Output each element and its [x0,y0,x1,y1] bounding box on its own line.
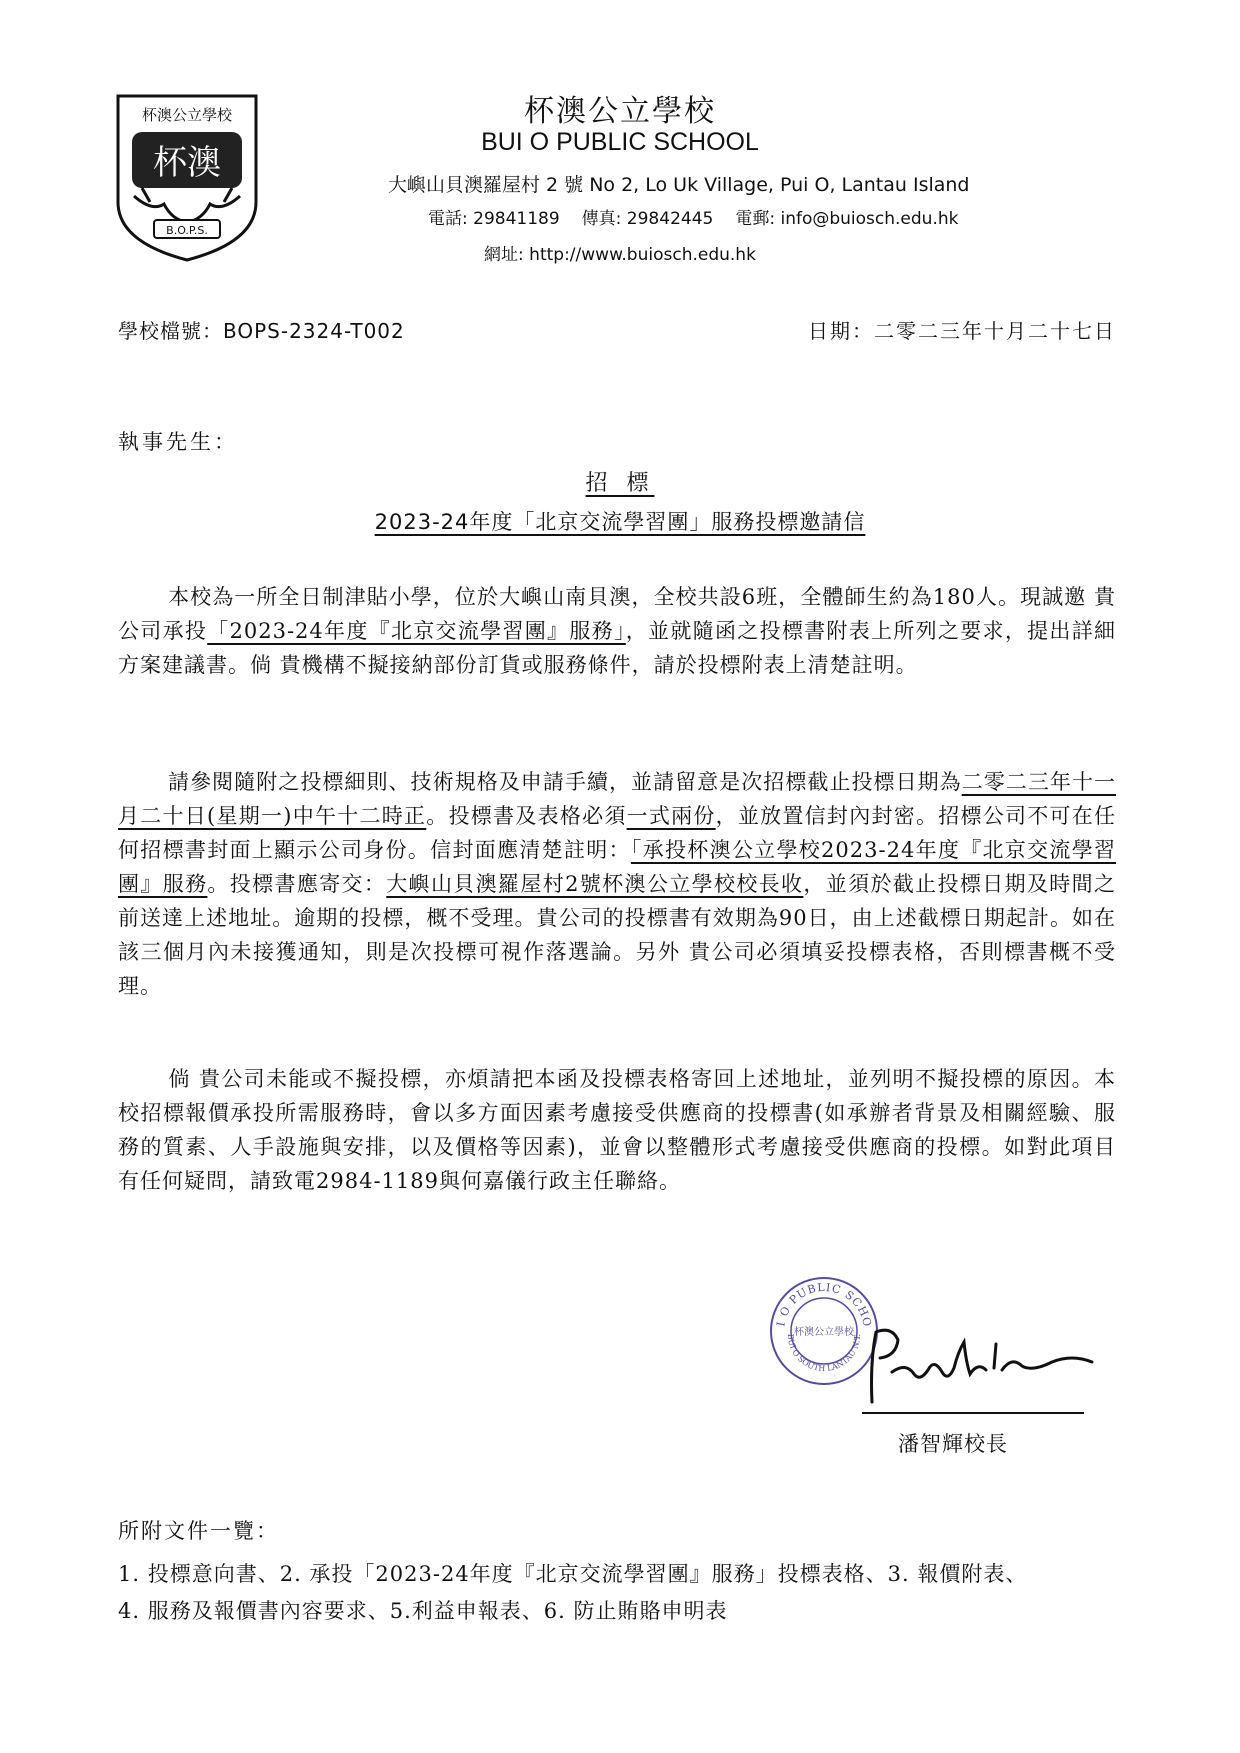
attachments-list [118,1556,1128,1630]
delivery-address-text: 大嶼山貝澳羅屋村2號杯澳公立學校校長收 [386,872,804,896]
attachment-line-1: 1. 投標意向書、2. 承投「2023-24年度『北京交流學習團』服務」投標表格、3. 報價附表、 [118,1562,1028,1586]
attachments-title: 所附文件一覽： [118,1519,279,1543]
stamp-lower-text: BUI O SOUTH LANTAU N.T. [785,1333,863,1374]
crest-top-text: 杯澳公立學校 [141,106,233,124]
p3-text: 倘 貴公司未能或不擬投標，亦煩請把本函及投標表格寄回上述地址，並列明不擬投標的原因。本校招標報價承投所需服務時，會以多方面因素考慮接受供應商的投標書(如承辦者背景及相關經驗、服務的質素、人手設施與安排，以及價格等因素)，並會以整體形式考慮接受供應商的投標。如對此項目有任何疑問，請致電2984-1189與何嘉儀行政主任聯絡。 [118,1067,1116,1193]
handwritten-signature [862,1322,1102,1414]
deadline-text: 二零二三年十一月二十日(星期一)中午十二時正 [118,770,1116,828]
p1-text: 本校為一所全日制津貼小學，位於大嶼山南貝澳，全校共設6班，全體師生約為180人。現誠邀 貴公司承投 [118,585,1116,643]
p2-text-d: 。投標書應寄交： [207,872,387,896]
email-address: 電郵: info@buiosch.edu.hk [735,209,959,229]
copies-text: 一式兩份 [626,804,716,828]
letter-subtitle: 2023-24年度「北京交流學習團」服務投標邀請信 [374,510,866,534]
file-reference: 學校檔號：BOPS-2324-T002 [118,319,405,343]
paragraph-instructions [118,765,1116,1003]
crest-main-text: 杯澳 [153,143,221,183]
svg-text:BUI O PUBLIC SCHOOL [768,1275,874,1328]
p2-text-c: ，並放置信封內封密。招標公司不可在任何招標書封面上顯示公司身份。信封面應清楚註明： [118,804,1117,862]
p1-service-name: 「2023-24年度『北京交流學習團』服務」 [207,619,626,643]
attachment-line-2: 4. 服務及報價書內容要求、5.利益申報表、6. 防止賄賂申明表 [118,1599,728,1623]
p2-text-b: 。投標書及表格必須 [426,804,627,828]
p2-text-e: ，並須於截止投標日期及時間之前送達上述地址。逾期的投標，概不受理。貴公司的投標書有效期為90日，由上述截標日期起計。如在該三個月內未接獲通知，則是次投標可視作落選論。另外 貴公司必須填妥投標表格，否則標書概不受理。 [118,872,1117,998]
paragraph-intro [118,580,1116,682]
envelope-label-text: 「承投杯澳公立學校2023-24年度『北京交流學習團』服務 [118,838,1117,896]
signer-name: 潘智輝校長 [898,1432,1008,1456]
paragraph-contact [118,1062,1116,1198]
website-address: 網址: http://www.buiosch.edu.hk [484,245,756,265]
p2-text-a: 請參閱隨附之投標細則、技術規格及申請手續，並請留意是次招標截止投標日期為 [168,770,962,794]
signature-line [862,1412,1084,1414]
school-name-chinese: 杯澳公立學校 [524,94,716,129]
fax-number: 傳真: 29842445 [581,209,714,229]
school-name-english: BUI O PUBLIC SCHOOL [481,128,759,156]
letter-title: 招 標 [585,471,655,496]
letter-date: 日期：二零二三年十月二十七日 [808,319,1116,343]
phone-number: 電話: 29841189 [428,209,560,229]
school-address: 大嶼山貝澳羅屋村 2 號 No 2, Lo Uk Village, Pui O, Lantau Island [388,174,970,196]
contact-line [428,204,980,229]
salutation: 執事先生： [118,430,238,454]
crest-bottom-text: B.O.P.S. [166,224,208,237]
svg-text:BUI O SOUTH LANTAU N.T. [786,1334,862,1374]
stamp-inner-text: 杯澳公立學校 [794,1327,854,1338]
stamp-outer-text: I O PUBLIC SCHO [774,1280,874,1329]
p1-text-end: ，並就隨函之投標書附表上所列之要求，提出詳細方案建議書。倘 貴機構不擬接納部份訂貨或服務條件，請於投標附表上清楚註明。 [118,619,1117,677]
